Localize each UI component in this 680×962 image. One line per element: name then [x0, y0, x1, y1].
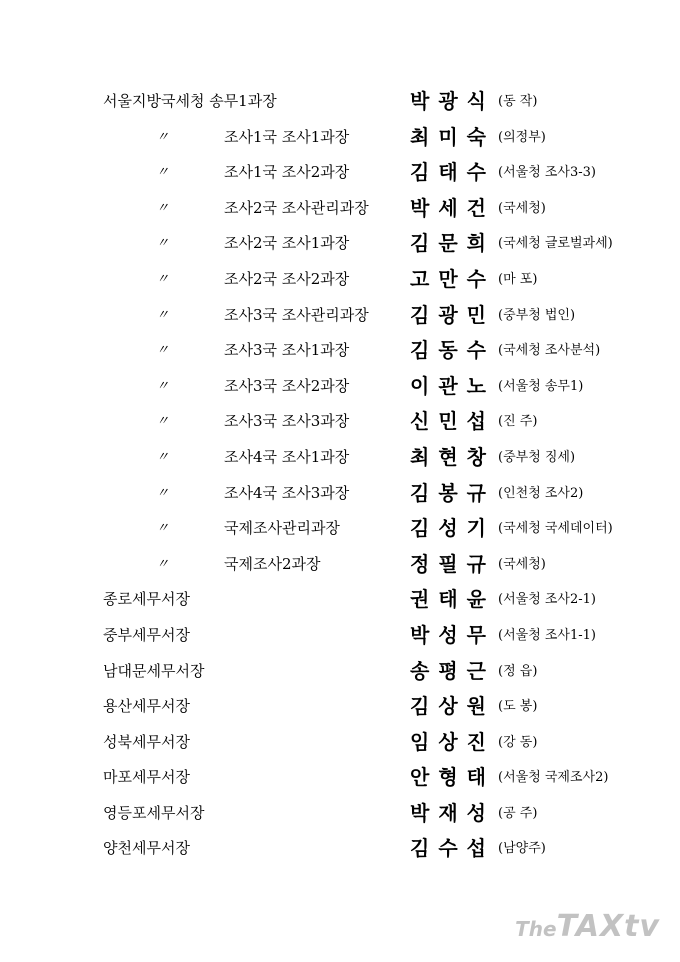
previous-post: (진 주): [498, 414, 538, 430]
person-name: 송평근: [410, 658, 495, 683]
appointment-row: [0, 547, 680, 583]
previous-post: (중부청 징세): [498, 449, 576, 465]
previous-post: (남양주): [498, 841, 546, 857]
person-name: 김동수: [410, 338, 495, 363]
appointment-row: [0, 226, 680, 262]
appointment-row: [0, 618, 680, 654]
appointment-list: [0, 84, 680, 867]
appointment-row: [0, 654, 680, 690]
previous-post: (강 동): [498, 734, 538, 750]
previous-post: (서울청 조사1-1): [498, 627, 597, 643]
ditto-mark: 〃: [156, 165, 170, 181]
previous-post: (서울청 국제조사2): [498, 770, 609, 786]
appointment-row: [0, 191, 680, 227]
previous-post: (서울청 송무1): [498, 378, 584, 394]
department-name: 국제조사관리과장: [224, 519, 340, 538]
appointment-row: [0, 262, 680, 298]
appointment-row: [0, 298, 680, 334]
ditto-mark: 〃: [156, 236, 170, 252]
ditto-mark: 〃: [156, 200, 170, 216]
department-name: 조사1국 조사1과장: [224, 127, 350, 146]
office-name: 서울지방국세청 송무1과장: [103, 92, 277, 110]
person-name: 김태수: [410, 160, 495, 185]
person-name: 권태윤: [410, 587, 495, 612]
person-name: 신민섭: [410, 409, 495, 434]
previous-post: (공 주): [498, 805, 538, 821]
previous-post: (도 봉): [498, 699, 538, 715]
previous-post: (중부청 법인): [498, 307, 576, 323]
person-name: 박세건: [410, 195, 495, 220]
ditto-mark: 〃: [156, 556, 170, 572]
office-name: 양천세무서장: [103, 839, 190, 858]
person-name: 박성무: [410, 622, 495, 647]
department-name: 조사2국 조사관리과장: [224, 198, 369, 217]
appointment-row: [0, 333, 680, 369]
appointment-row: [0, 725, 680, 761]
thetaxtv-watermark: [515, 909, 660, 944]
appointment-row: [0, 831, 680, 867]
ditto-mark: 〃: [156, 521, 170, 537]
previous-post: (국세청): [498, 200, 546, 216]
ditto-mark: 〃: [156, 307, 170, 323]
person-name: 이관노: [410, 373, 495, 398]
office-name: 용산세무서장: [103, 697, 190, 716]
ditto-mark: 〃: [156, 343, 170, 359]
department-name: 조사3국 조사관리과장: [224, 305, 369, 324]
watermark-prefix: The: [515, 917, 557, 941]
appointment-row: [0, 582, 680, 618]
appointment-row: [0, 155, 680, 191]
previous-post: (서울청 조사3-3): [498, 165, 597, 181]
previous-post: (국세청 조사분석): [498, 343, 601, 359]
ditto-mark: 〃: [156, 378, 170, 394]
office-name: 종로세무서장: [103, 590, 190, 609]
previous-post: (인천청 조사2): [498, 485, 584, 501]
department-name: 조사2국 조사1과장: [224, 234, 350, 253]
department-name: 조사1국 조사2과장: [224, 163, 350, 182]
previous-post: (서울청 조사2-1): [498, 592, 597, 608]
department-name: 조사4국 조사1과장: [224, 447, 350, 466]
appointment-row: [0, 511, 680, 547]
appointment-row: [0, 476, 680, 512]
department-name: 조사3국 조사2과장: [224, 376, 350, 395]
person-name: 안형태: [410, 765, 495, 790]
person-name: 김광민: [410, 302, 495, 327]
appointment-row: [0, 796, 680, 832]
office-name: 마포세무서장: [103, 768, 190, 787]
person-name: 김성기: [410, 516, 495, 541]
previous-post: (마 포): [498, 271, 538, 287]
person-name: 최미숙: [410, 124, 495, 149]
department-name: 조사3국 조사3과장: [224, 412, 350, 431]
previous-post: (동 작): [498, 94, 538, 109]
appointment-row: [0, 404, 680, 440]
office-name: 성북세무서장: [103, 732, 190, 751]
previous-post: (국세청): [498, 556, 546, 572]
office-name: 영등포세무서장: [103, 803, 205, 822]
ditto-mark: 〃: [156, 414, 170, 430]
department-name: 조사4국 조사3과장: [224, 483, 350, 502]
person-name: 김봉규: [410, 480, 495, 505]
person-name: 박광식: [410, 89, 495, 113]
ditto-mark: 〃: [156, 129, 170, 145]
person-name: 고만수: [410, 266, 495, 291]
previous-post: (국세청 국세데이터): [498, 521, 613, 537]
department-name: 조사3국 조사1과장: [224, 341, 350, 360]
department-name: 국제조사2과장: [224, 554, 321, 573]
person-name: 김수섭: [410, 836, 495, 861]
person-name: 임상진: [410, 729, 495, 754]
person-name: 박재성: [410, 800, 495, 825]
appointment-row: [0, 760, 680, 796]
office-name: 중부세무서장: [103, 625, 190, 644]
ditto-mark: 〃: [156, 449, 170, 465]
person-name: 최현창: [410, 444, 495, 469]
person-name: 정필규: [410, 551, 495, 576]
ditto-mark: 〃: [156, 271, 170, 287]
appointment-row: [0, 689, 680, 725]
appointment-row: [0, 120, 680, 156]
watermark-brand: TAXtv: [556, 909, 660, 944]
previous-post: (정 읍): [498, 663, 538, 679]
previous-post: (의정부): [498, 129, 546, 145]
office-name: 남대문세무서장: [103, 661, 205, 680]
appointment-row: [0, 440, 680, 476]
appointment-row: [0, 84, 680, 120]
appointment-row: [0, 369, 680, 405]
department-name: 조사2국 조사2과장: [224, 269, 350, 288]
ditto-mark: 〃: [156, 485, 170, 501]
previous-post: (국세청 글로벌과세): [498, 236, 613, 252]
person-name: 김문희: [410, 231, 495, 256]
person-name: 김상원: [410, 694, 495, 719]
